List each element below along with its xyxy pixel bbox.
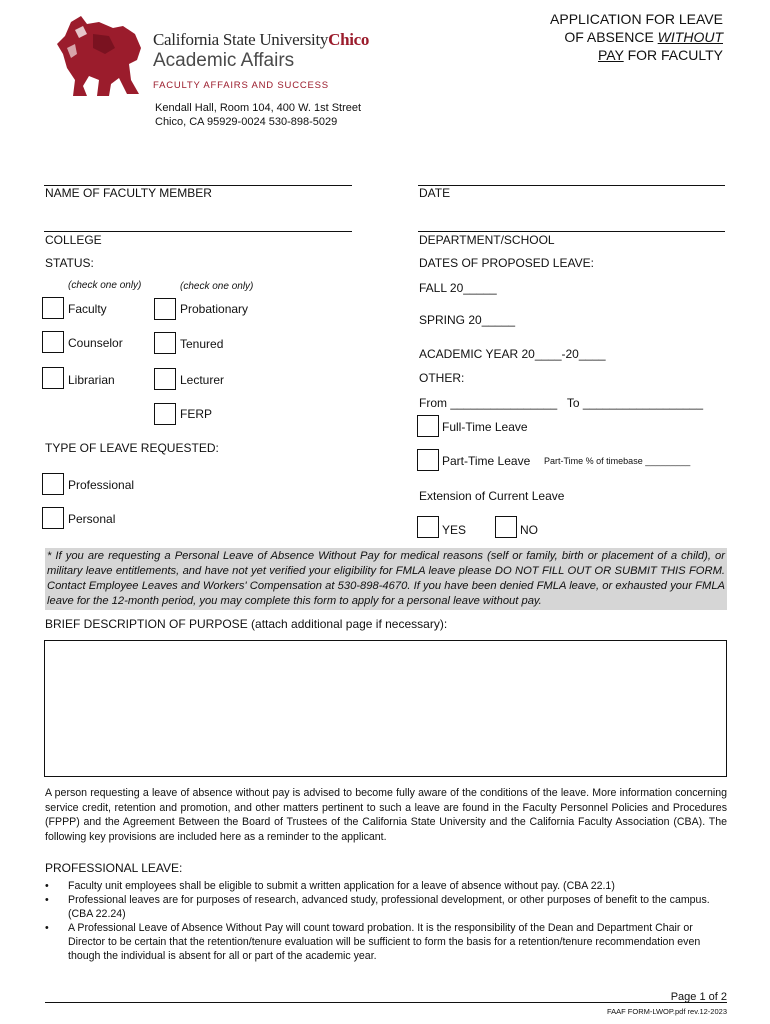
dates-label: DATES OF PROPOSED LEAVE: <box>419 256 594 270</box>
part-time-label: Part-Time Leave <box>442 454 531 468</box>
tenured-label: Tenured <box>180 337 224 351</box>
probationary-checkbox[interactable] <box>154 298 176 320</box>
department-name: Academic Affairs <box>153 50 295 71</box>
faculty-checkbox[interactable] <box>42 297 64 319</box>
probationary-label: Probationary <box>180 302 249 316</box>
list-item: • Professional leaves are for purposes of research, advanced study, professional development, or other purposes of benefit to the campus. (CBA 22.24) <box>45 893 727 921</box>
department-field[interactable] <box>418 231 725 232</box>
address-line-2: Chico, CA 95929-0024 530-898-5029 <box>155 116 338 128</box>
personal-label: Personal <box>68 512 116 526</box>
description-textarea[interactable] <box>44 640 727 777</box>
tenured-checkbox[interactable] <box>154 332 176 354</box>
leave-type-label: TYPE OF LEAVE REQUESTED: <box>45 441 219 455</box>
counselor-checkbox[interactable] <box>42 331 64 353</box>
name-label: NAME OF FACULTY MEMBER <box>45 186 212 200</box>
librarian-label: Librarian <box>68 373 115 387</box>
fall-field[interactable]: FALL 20_____ <box>419 281 497 295</box>
academic-year-field[interactable]: ACADEMIC YEAR 20____-20____ <box>419 347 606 361</box>
college-field[interactable] <box>44 231 352 232</box>
fmla-notice: * If you are requesting a Personal Leave of Absence Without Pay for medical reasons (self or family, birth or placement of a child), or military leave entitlements, and have not yet verified your eligibility for FMLA leave please DO NOT FILL OUT OR SUBMIT THIS FORM. Contact Employee Leaves and Workers' Compensation at 530-898-4670. If you have been denied FMLA leave, or exhausted your FMLA leave for the 12-month period, you may complete this form to apply for a personal leave without pay. <box>45 548 727 610</box>
lecturer-label: Lecturer <box>180 373 225 387</box>
counselor-label: Counselor <box>68 336 123 350</box>
status-hint-right: (check one only) <box>180 281 254 292</box>
professional-checkbox[interactable] <box>42 473 64 495</box>
form-id: FAAF FORM-LWOP.pdf rev.12-2023 <box>606 1007 727 1016</box>
spring-field[interactable]: SPRING 20_____ <box>419 313 516 327</box>
professional-label: Professional <box>68 478 135 492</box>
date-label: DATE <box>419 186 451 200</box>
full-time-checkbox[interactable] <box>417 415 439 437</box>
no-label: NO <box>520 523 538 537</box>
advisory-paragraph: A person requesting a leave of absence without pay is advised to become fully aware of the conditions of the leave. More information concerning service credit, retention and promotion, and other matters pertinent to such a leave are found in the Faculty Personnel Policies and Procedures (FPPP) and the Agreement Between the Board of Trustees of the California State University and the California Faculty Association (CBA). The following key provisions are included here as a reminder to the applicant. <box>45 787 727 843</box>
ferp-label: FERP <box>180 407 213 421</box>
extension-label: Extension of Current Leave <box>419 489 565 503</box>
footer-divider <box>45 1002 727 1003</box>
professional-leave-heading: PROFESSIONAL LEAVE: <box>45 861 183 875</box>
faculty-label: Faculty <box>68 302 107 316</box>
department-label: DEPARTMENT/SCHOOL <box>419 233 555 247</box>
part-time-checkbox[interactable] <box>417 449 439 471</box>
page-number: Page 1 of 2 <box>670 991 727 1003</box>
part-time-hint[interactable]: Part-Time % of timebase _________ <box>544 456 691 466</box>
full-time-label: Full-Time Leave <box>442 420 528 434</box>
college-label: COLLEGE <box>45 233 102 247</box>
from-to-field[interactable]: From ________________ To __________________ <box>419 396 704 410</box>
university-name: California State UniversityChico <box>153 30 370 49</box>
status-hint-left: (check one only) <box>68 280 142 291</box>
form-title: APPLICATION FOR LEAVE OF ABSENCE WITHOUT PAY FOR FACULTY <box>550 11 723 63</box>
subdepartment-name: FACULTY AFFAIRS AND SUCCESS <box>153 80 329 91</box>
yes-label: YES <box>442 523 467 537</box>
status-label: STATUS: <box>45 256 94 270</box>
university-logo <box>53 14 393 100</box>
librarian-checkbox[interactable] <box>42 367 64 389</box>
yes-checkbox[interactable] <box>417 516 439 538</box>
no-checkbox[interactable] <box>495 516 517 538</box>
address-block <box>155 101 361 129</box>
date-field[interactable] <box>418 185 725 186</box>
personal-checkbox[interactable] <box>42 507 64 529</box>
list-item: • A Professional Leave of Absence Without Pay will count toward probation. It is the responsibility of the Dean and Department Chair or Director to be certain that the retention/tenure evaluation will be sufficient to form the basis for a retention/tenure recommendation even though the individual is absent for all or part of the academic year. <box>45 921 727 963</box>
other-label: OTHER: <box>419 371 465 385</box>
lecturer-checkbox[interactable] <box>154 368 176 390</box>
ferp-checkbox[interactable] <box>154 403 176 425</box>
description-label: BRIEF DESCRIPTION OF PURPOSE (attach additional page if necessary): <box>45 617 448 631</box>
professional-leave-list <box>45 879 727 963</box>
list-item: • Faculty unit employees shall be eligible to submit a written application for a leave of absence without pay. (CBA 22.1) <box>45 879 727 893</box>
address-line-1: Kendall Hall, Room 104, 400 W. 1st Street <box>155 102 362 114</box>
wildcat-logo-icon <box>53 14 149 100</box>
